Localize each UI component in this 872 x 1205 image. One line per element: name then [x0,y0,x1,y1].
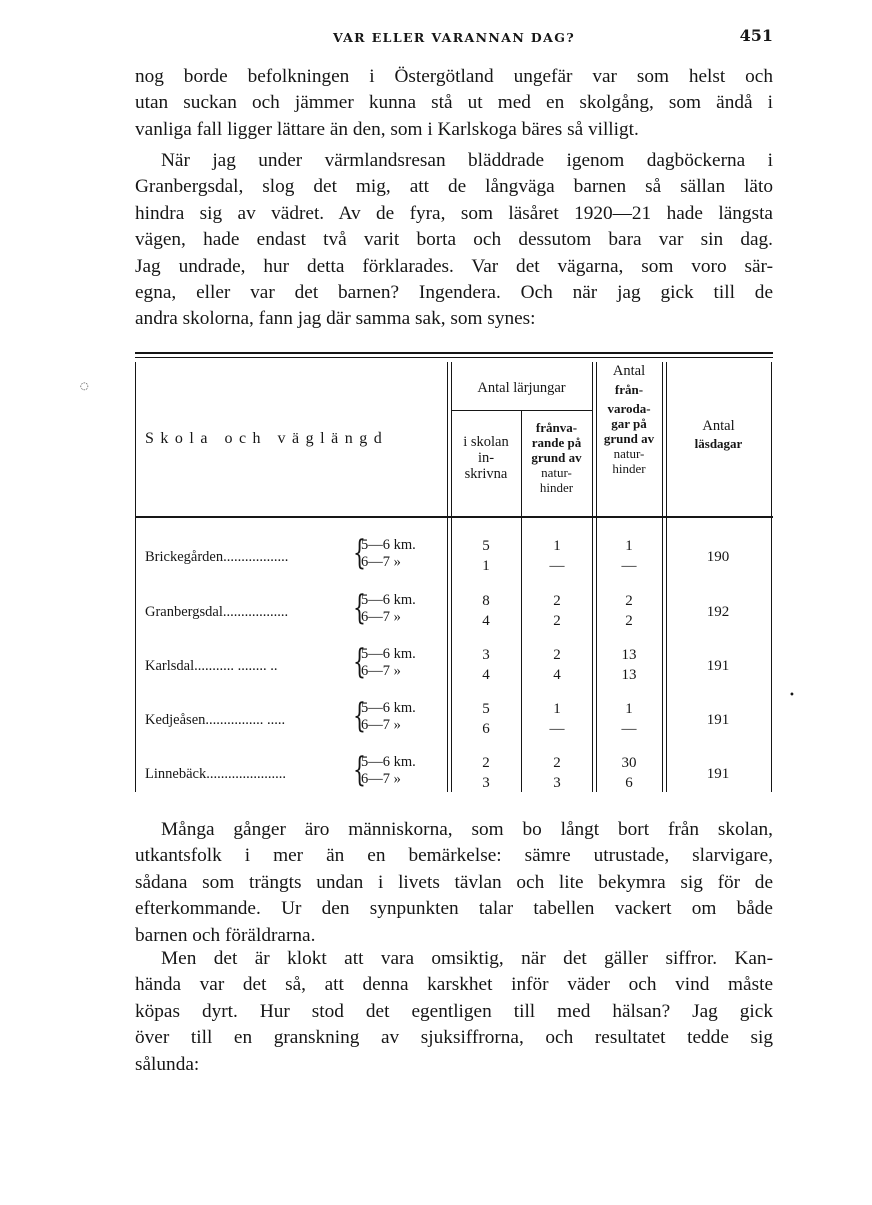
page-number: 451 [739,26,773,45]
text-line: utkantsfolk i mer än en bemärkelse: sämre utrustade, slarvigare, [135,845,773,867]
text-line: efterkommande. Ur den synpunkten talar tabellen vackert om både [135,898,773,920]
text-line: sådana som trängts undan i livets tävlan och lite bekymra sig för de [135,871,773,893]
header-enrolled: i skolan in- skrivna [463,434,509,482]
header-school-distance: Skola och väglängd [145,430,389,447]
text-line: utan suckan och jämmer kunna stå ut med en skolgång, som ändå i [135,92,773,114]
text-line: sålunda: [135,1053,200,1075]
text-line: hända var det så, att denna karskhet inför väder och vind måste [135,974,773,996]
text-line: Jag undrade, hur detta förklarades. Var det vägarna, som voro sär- [135,255,773,277]
text-line: barnen och föräldrarna. [135,924,316,946]
paragraph-3 [135,817,773,949]
text-line: När jag under värmlandsresan bläddrade igenom dagböckerna i [161,150,773,171]
table-row: Linnebäck...................... [145,766,286,782]
margin-speck: • [789,690,795,701]
text-line: Granbergsdal, slog det mig, att de långväga barnen så sällan läto [135,176,773,198]
paragraph-2 [135,148,773,333]
text-line: hindra sig av vädret. Av de fyra, som läsåret 1920—21 hade längsta [135,202,773,224]
text-line: egna, eller var det barnen? Ingendera. Och när jag gick till de [135,282,773,304]
text-line: över till en granskning av sjuksiffrorna, och resultatet tedde sig [135,1027,773,1049]
header-school-days: Antal läsdagar [694,418,743,451]
paragraph-4 [135,946,773,1078]
header-absent: frånva- rande på grund av natur- hinder [531,420,582,495]
page-header [135,22,773,52]
paragraph-1 [135,64,773,143]
absence-table: Skola och väglängd Antal lärjungar i skolan in- skrivna frånva- rande på grund av natur- hinder Antal från- varoda- gar på grund av natur- hinder Antal läsdagar Brickegården.................. { 5—6 km. 6—7 » 5 1 1 — 1 — 190 Granbergsdal.................. { 5—6 km. 6—7 » 8 4 2 2 2 2 192 Karlsdal........... ........ .. { 5—6 km. 6—7 » 3 4 2 4 13 13 191 Kedjeåsen................ ..... { 5—6 km. 6—7 » 5 6 1 — 1 — 191 Linnebäck...................... { 5—6 km. 6—7 » 2 3 2 3 30 6 191 [135,352,773,792]
text-line: andra skolorna, fann jag där samma sak, som synes: [135,308,536,330]
margin-speck: ◌ [80,381,89,392]
table-row: Kedjeåsen................ ..... [145,712,286,728]
text-line: vägen, hade endast två varit borta och dessutom bara var sin dag. [135,229,773,251]
table-row: Brickegården.................. [145,549,289,565]
text-line: vanliga fall ligger lättare än den, som i Karlskoga bäres så villigt. [135,118,639,140]
table-row: Granbergsdal.................. [145,604,289,620]
header-days-absent: Antal från- varoda- gar på grund av natur- hinder [603,363,655,476]
text-line: Men det är klokt att vara omsiktig, när det gäller siffror. Kan- [161,948,773,969]
table-row: Karlsdal........... ........ .. [145,658,278,674]
text-line: köpas dyrt. Hur stod det egentligen till med hälsan? Jag gick [135,1000,773,1022]
text-line: Många gånger äro människorna, som bo långt bort från skolan, [161,819,773,840]
text-line: nog borde befolkningen i Östergötland ungefär var som helst och [135,66,773,87]
running-title: VAR ELLER VARANNAN DAG? [332,30,576,45]
header-pupil-count: Antal lärjungar [477,380,566,396]
